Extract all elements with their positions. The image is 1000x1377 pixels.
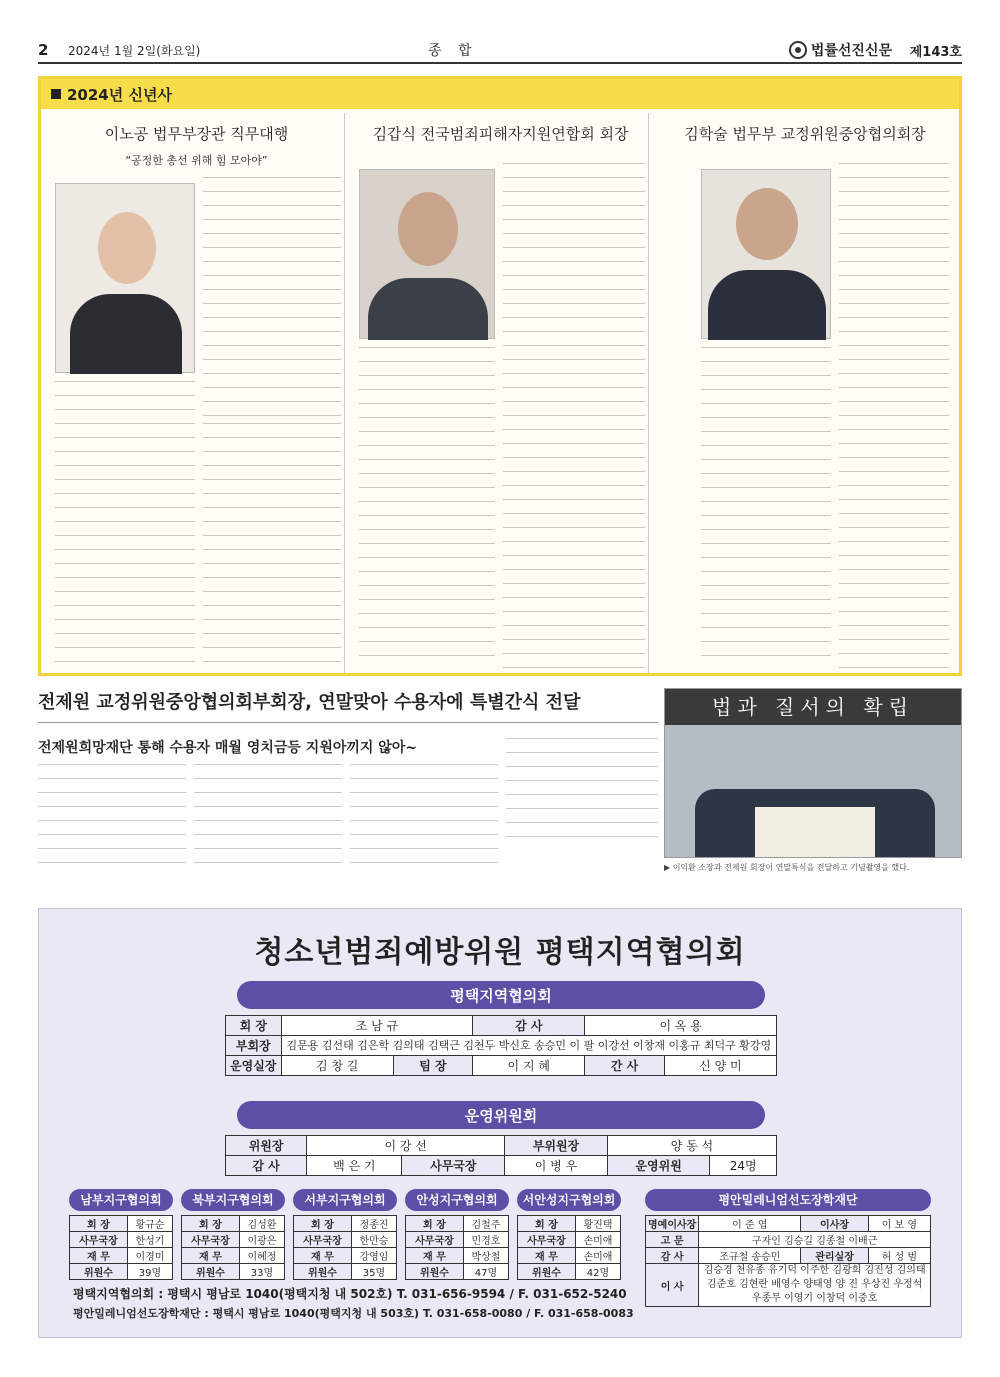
page-number: 2 (38, 41, 49, 59)
newyear-header (41, 79, 959, 109)
portrait-photo-2 (359, 169, 495, 339)
masthead (38, 38, 962, 64)
story-2 (38, 688, 658, 878)
column-3 (657, 113, 953, 673)
column-1-text-b (55, 381, 195, 669)
district-west: 서부지구협의회 회 장 정종진 사무국장 한만승 재 무 강영임 위원수 35명 (293, 1189, 397, 1280)
address-foundation: 평안밀레니엄선도장학재단 : 평택시 평남로 1040(평택지청 내 503호) T. 031-658-0080 / F. 031-658-0083 (73, 1307, 634, 1320)
story-2-headline: 전제원 교정위원중앙협의회부회장, 연말맞아 수용자에 특별간식 전달 (38, 688, 658, 723)
column-3-text-b (701, 347, 831, 669)
foundation-box: 평안밀레니엄선도장학재단 명예이사장 이 준 엽 이사장 이 보 영 고 문 구자인 김승길 김종철 이배근 감 사 조규철 송승민 관리실장 허 성 범 이 사 김승경 천유종 유기덕 이주한 김광희 김진성 김의태 김준호 김현란 배영수 양태영 양 진 우상진 우정석 우종무 이영기 이창덕 이중호 (645, 1189, 931, 1307)
steering-committee-table (225, 1135, 777, 1176)
brand (732, 40, 892, 60)
column-2-text-a (503, 163, 645, 669)
logo-icon (789, 41, 807, 59)
band-regional-council: 평택지역협의회 (237, 981, 765, 1009)
table-row: 회 장 조 남 규 감 사 이 옥 용 (226, 1016, 777, 1036)
section-title: 종 합 (428, 43, 478, 59)
story-2-text-d (506, 738, 658, 838)
story-2-photo (664, 688, 962, 858)
table-row: 운영실장 김 창 길 팀 장 이 지 혜 간 사 신 양 미 (226, 1056, 777, 1076)
column-1-subtitle: “공정한 총선 위해 힘 모아야” (125, 154, 268, 167)
column-1-title: 이노공 법무부장관 직무대행 (104, 125, 289, 143)
brand-name: 법률선진신문 (810, 43, 892, 59)
story-2-subhead: 전제원희망재단 통해 수용자 매월 영치금등 지원아끼지 않아~ (38, 740, 418, 756)
address-regional-council: 평택지역협의회 : 평택시 평남로 1040(평택지청 내 502호) T. 031-656-9594 / F. 031-652-5240 (73, 1287, 627, 1301)
portrait-photo-1 (55, 183, 195, 373)
column-1-text-a (203, 177, 341, 417)
advertisement (38, 908, 962, 1338)
column-1-text-c (203, 423, 341, 669)
story-2-caption: ▶ 이익환 소장과 전제원 회장이 연말특식을 전달하고 기념촬영을 했다. (664, 863, 910, 872)
regional-council-table (225, 1015, 777, 1076)
newyear-header-text: 2024년 신년사 (67, 85, 172, 104)
column-1 (49, 113, 345, 673)
district-north: 북부지구협의회 회 장 김성환 사무국장 이광은 재 무 이혜정 위원수 33명 (181, 1189, 285, 1280)
column-2-text-b (359, 347, 495, 669)
table-row: 감 사 백 은 기 사무국장 이 병 우 운영위원 24명 (226, 1156, 777, 1176)
ad-title: 청소년범죄예방위원 평택지역협의회 (254, 935, 746, 970)
photo-sign: 법과 질서의 확립 (665, 689, 961, 725)
story-2-text-b (194, 764, 342, 874)
square-bullet-icon (51, 89, 61, 99)
column-2 (353, 113, 649, 673)
district-west-anseong: 서안성지구협의회 회 장 황진택 사무국장 손미애 재 무 손미애 위원수 42명 (517, 1189, 621, 1280)
newyear-section (38, 76, 962, 676)
story-2-text-c (350, 764, 498, 874)
photo-boxes (755, 807, 875, 858)
table-row: 위원장 이 강 선 부위원장 양 동 석 (226, 1136, 777, 1156)
issue-number: 제143호 (909, 44, 962, 60)
column-2-title: 김갑식 전국범죄피해자지원연합회 회장 (372, 125, 629, 143)
district-south: 남부지구협의회 회 장 황규순 사무국장 한성기 재 무 이경미 위원수 39명 (69, 1189, 173, 1280)
band-steering-committee: 운영위원회 (237, 1101, 765, 1129)
district-anseong: 안성지구협의회 회 장 김철주 사무국장 민경호 재 무 박상철 위원수 47명 (405, 1189, 509, 1280)
column-3-text-a (839, 163, 949, 669)
table-row: 부회장 김문용 김선태 김은학 김의태 김택근 김천두 박신호 송승민 이 팔 이강선 이창재 이홍규 최덕구 황강영 (226, 1036, 777, 1056)
portrait-photo-3 (701, 169, 831, 339)
column-3-title: 김학술 법무부 교정위원중앙협의회장 (684, 125, 926, 143)
issue-date: 2024년 1월 2일(화요일) (68, 43, 201, 58)
story-2-text-a (38, 764, 186, 874)
